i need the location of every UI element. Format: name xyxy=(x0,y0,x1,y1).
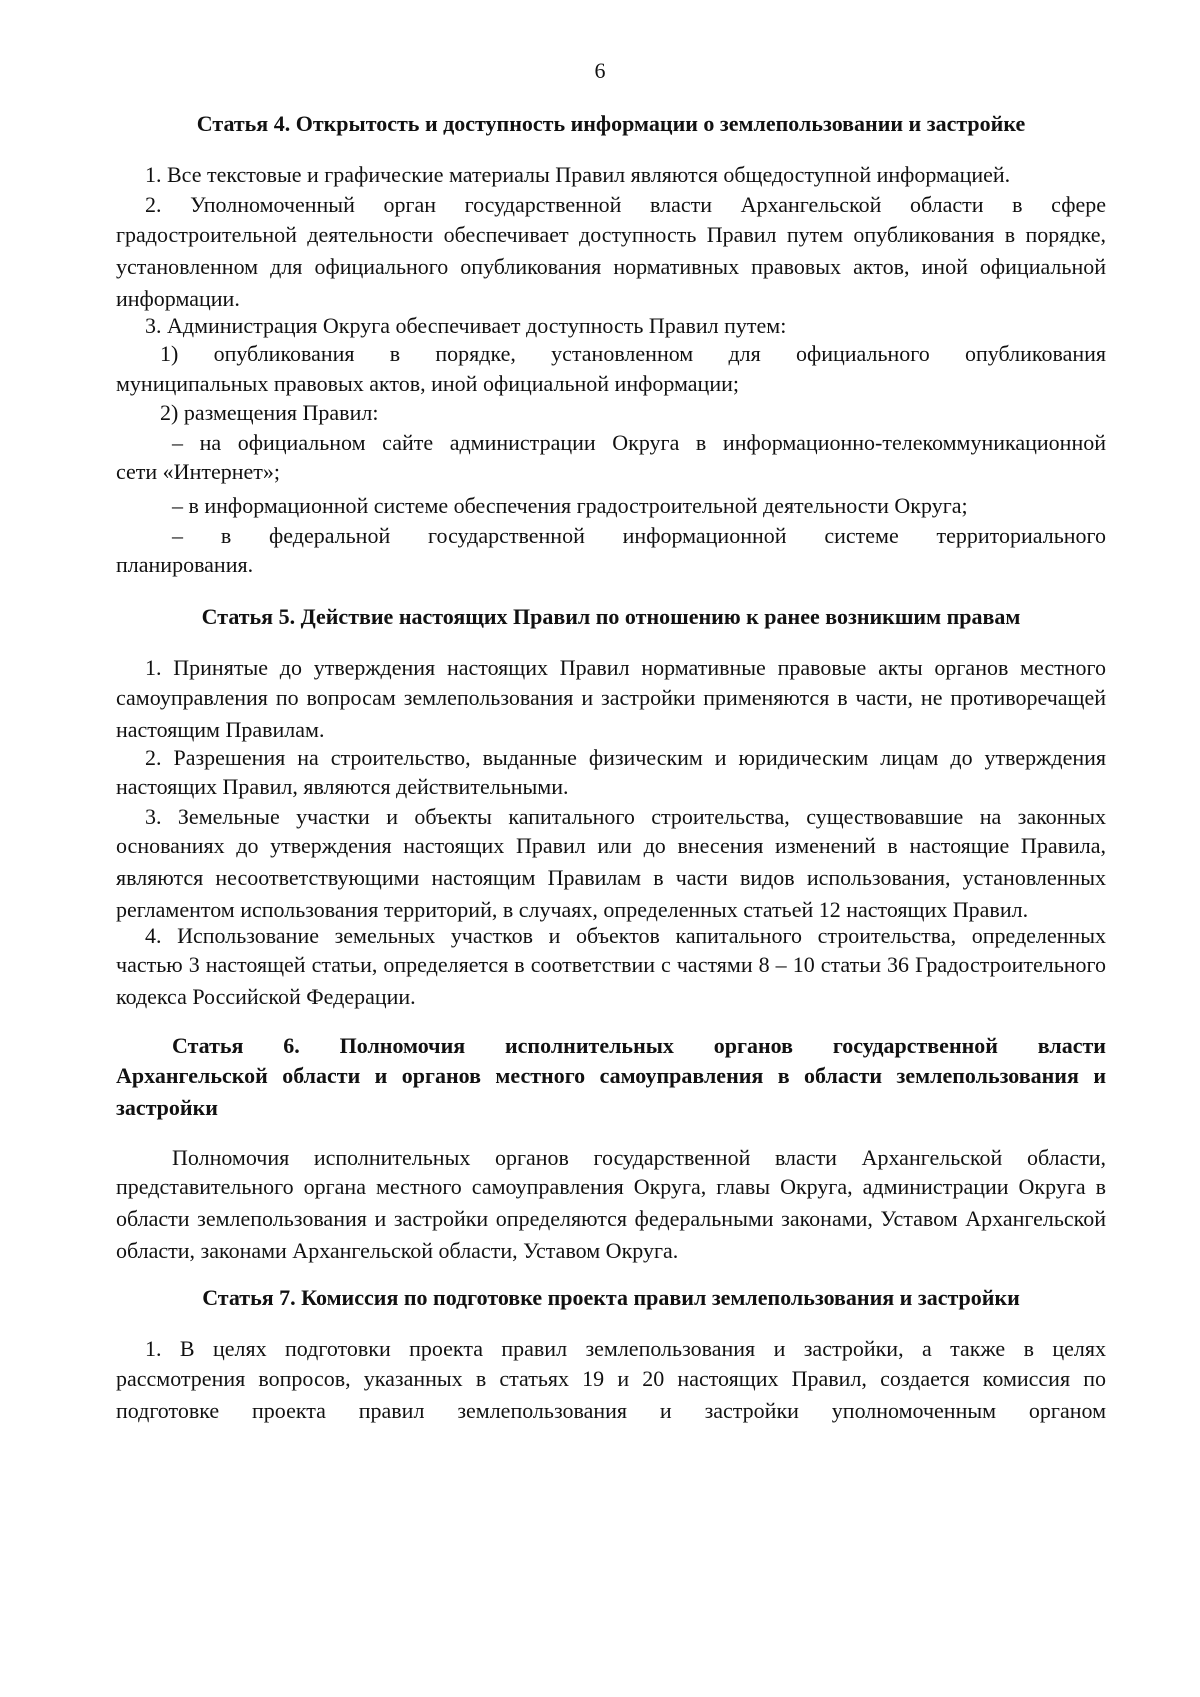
article-7-item-1-line-1: 1. В целях подготовки проекта правил землепользования и застройки, а также в целях xyxy=(145,1336,1106,1361)
article-4-subitem-1-text: муниципальных правовых актов, иной официальной информации; xyxy=(116,371,739,396)
article-6-heading-line-1: Статья 6. Полномочия исполнительных органов государственной власти xyxy=(172,1033,1106,1058)
article-5-item-4-line-1: 4. Использование земельных участков и объектов капитального строительства, определенных xyxy=(145,923,1106,948)
article-5-item-3-text: основаниях до утверждения настоящих Правил или до внесения изменений в настоящие Правила, являются несоответствующими настоящим Правилам в части видов использования, установленных регламентом использования территорий, в случаях, определенных статьей 12 настоящих Правил. xyxy=(116,833,1106,922)
article-4-heading: Статья 4. Открытость и доступность информации о землепользовании и застройке xyxy=(196,111,1026,136)
article-6-heading-text: Архангельской области и органов местного самоуправления в области землепользования и застройки xyxy=(116,1063,1106,1120)
article-6-paragraph-line-1: Полномочия исполнительных органов государственной власти Архангельской области, xyxy=(172,1145,1106,1170)
article-4-subitem-1-line-1: 1) опубликования в порядке, установленном для официального опубликования xyxy=(160,341,1106,366)
article-5-item-2-line-1: 2. Разрешения на строительство, выданные физическим и юридическим лицам до утверждения xyxy=(145,745,1106,770)
article-4-item-3: 3. Администрация Округа обеспечивает доступность Правил путем: xyxy=(145,313,787,338)
article-6-paragraph-text: представительного органа местного самоуправления Округа, главы Округа, администрации Округа в области землепользования и застройки определяются федеральными законами, Уставом Архангельской области, законами Архангельской области, Уставом Округа. xyxy=(116,1174,1106,1263)
article-5-item-1-line-1: 1. Принятые до утверждения настоящих Правил нормативные правовые акты органов местного xyxy=(145,655,1106,680)
article-4-item-1: 1. Все текстовые и графические материалы Правил являются общедоступной информацией. xyxy=(145,162,1011,187)
article-4-dash-3-text: планирования. xyxy=(116,552,254,577)
article-4-dash-1-line-1: – на официальном сайте администрации Округа в информационно-телекоммуникационной xyxy=(172,430,1106,455)
article-4-item-2-text: градостроительной деятельности обеспечивает доступность Правил путем опубликования в порядке, установленном для официального опубликования нормативных правовых актов, иной официальной информации. xyxy=(116,222,1106,311)
article-5-item-3-line-1: 3. Земельные участки и объекты капитального строительства, существовавшие на законных xyxy=(145,804,1106,829)
page-number: 6 xyxy=(594,58,606,83)
article-5-heading: Статья 5. Действие настоящих Правил по отношению к ранее возникшим правам xyxy=(201,604,1021,629)
article-4-dash-1-text: сети «Интернет»; xyxy=(116,459,280,484)
article-4-dash-3-line-1: – в федеральной государственной информационной системе территориального xyxy=(172,523,1106,548)
article-5-item-4-text: частью 3 настоящей статьи, определяется в соответствии с частями 8 – 10 статьи 36 Градостроительного кодекса Российской Федерации. xyxy=(116,952,1106,1009)
article-4-subitem-2: 2) размещения Правил: xyxy=(160,400,379,425)
article-7-heading: Статья 7. Комиссия по подготовке проекта правил землепользования и застройки xyxy=(202,1285,1020,1310)
article-7-item-1-text: рассмотрения вопросов, указанных в статьях 19 и 20 настоящих Правил, создается комиссия по подготовке проекта правил землепользования и застройки уполномоченным органом xyxy=(116,1366,1106,1423)
article-4-dash-2: – в информационной системе обеспечения градостроительной деятельности Округа; xyxy=(172,493,968,518)
article-5-item-1-text: самоуправления по вопросам землепользования и застройки применяются в части, не противоречащей настоящим Правилам. xyxy=(116,685,1106,742)
article-5-item-2-text: настоящих Правил, являются действительными. xyxy=(116,774,569,799)
article-4-item-2-line-1: 2. Уполномоченный орган государственной власти Архангельской области в сфере xyxy=(145,192,1106,217)
